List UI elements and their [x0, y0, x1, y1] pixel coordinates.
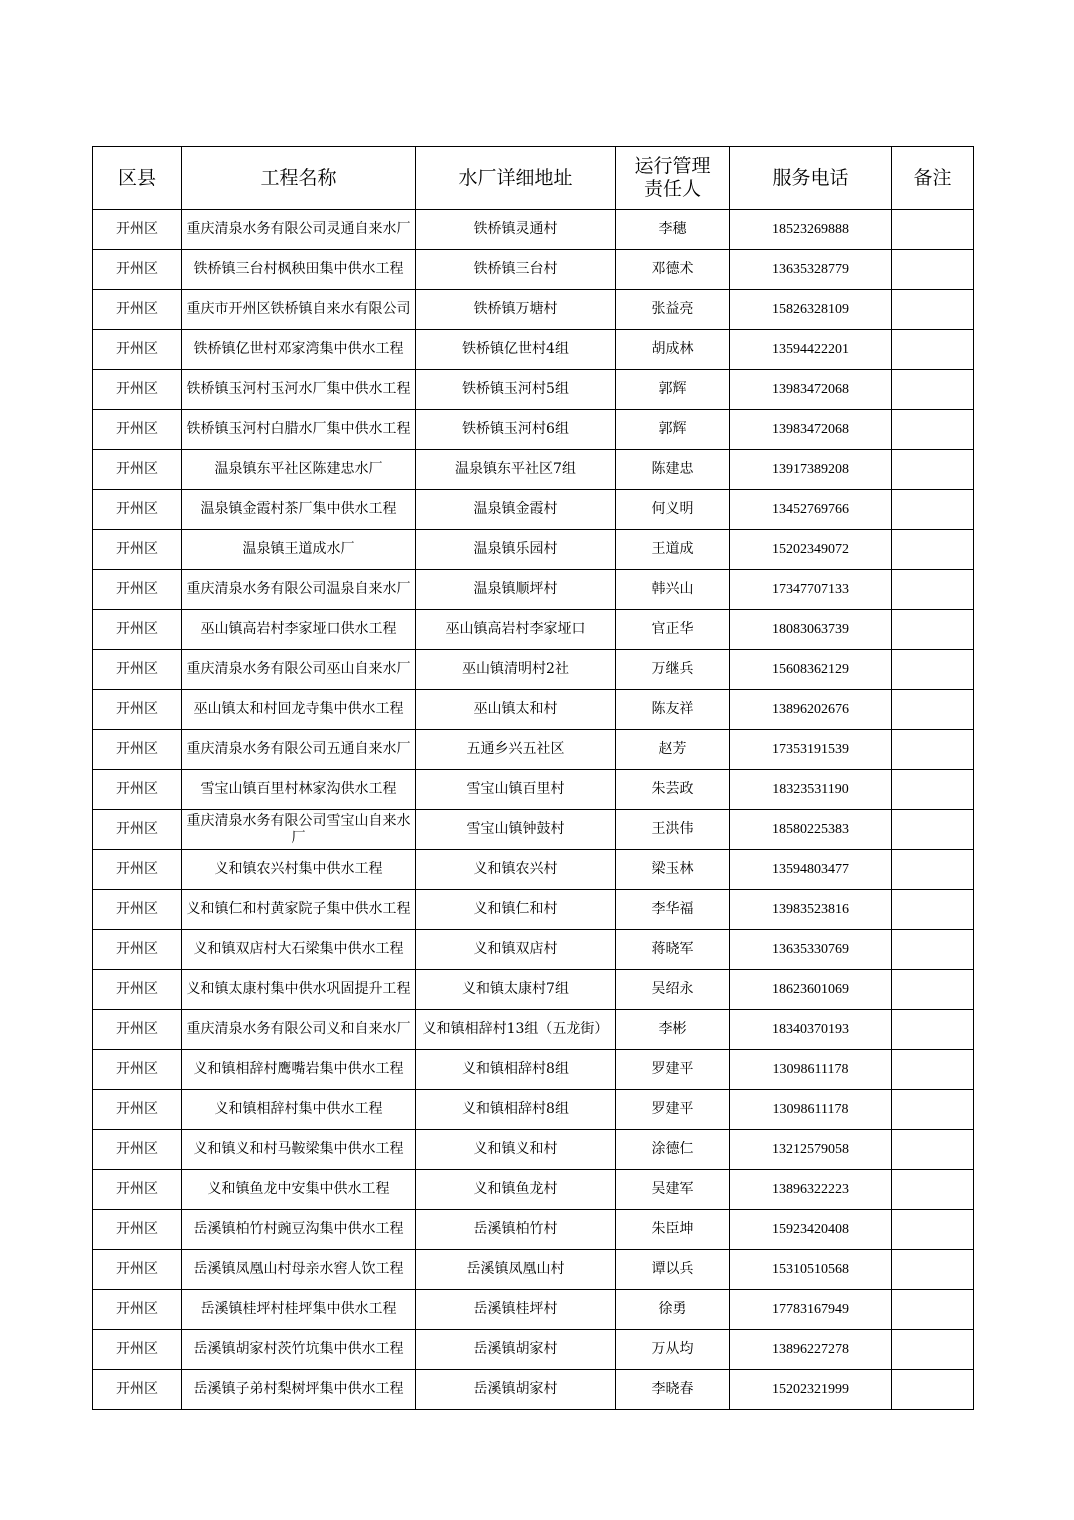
table-row: [93, 1130, 974, 1170]
cell-service-phone: 13896202676: [730, 690, 892, 730]
cell-service-phone: 17783167949: [730, 1290, 892, 1330]
cell-manager: 吴建军: [616, 1170, 730, 1210]
cell-plant-address: 铁桥镇三台村: [416, 250, 616, 290]
cell-plant-address: 温泉镇东平社区7组: [416, 450, 616, 490]
cell-plant-address: 岳溪镇桂坪村: [416, 1290, 616, 1330]
cell-manager: 李彬: [616, 1010, 730, 1050]
cell-project-name: 义和镇太康村集中供水巩固提升工程: [182, 970, 416, 1010]
cell-service-phone: 13983472068: [730, 370, 892, 410]
table-row: [93, 450, 974, 490]
table-row: [93, 1050, 974, 1090]
cell-district: 开州区: [93, 490, 182, 530]
cell-project-name: 岳溪镇柏竹村豌豆沟集中供水工程: [182, 1210, 416, 1250]
cell-district: 开州区: [93, 330, 182, 370]
cell-service-phone: 13098611178: [730, 1050, 892, 1090]
cell-project-name: 义和镇仁和村黄家院子集中供水工程: [182, 890, 416, 930]
table-row: [93, 810, 974, 850]
cell-district: 开州区: [93, 1210, 182, 1250]
cell-manager: 吴绍永: [616, 970, 730, 1010]
header-plant-address: 水厂详细地址: [416, 147, 616, 210]
cell-project-name: 重庆清泉水务有限公司温泉自来水厂: [182, 570, 416, 610]
cell-remarks: [892, 690, 974, 730]
cell-service-phone: 15202321999: [730, 1370, 892, 1410]
cell-service-phone: 13983472068: [730, 410, 892, 450]
cell-service-phone: 18580225383: [730, 810, 892, 850]
table-row: [93, 730, 974, 770]
cell-manager: 罗建平: [616, 1090, 730, 1130]
table-row: [93, 410, 974, 450]
cell-district: 开州区: [93, 1170, 182, 1210]
cell-district: 开州区: [93, 250, 182, 290]
cell-remarks: [892, 490, 974, 530]
table-row: [93, 330, 974, 370]
cell-remarks: [892, 970, 974, 1010]
cell-district: 开州区: [93, 1330, 182, 1370]
cell-remarks: [892, 1330, 974, 1370]
cell-project-name: 岳溪镇胡家村茨竹坑集中供水工程: [182, 1330, 416, 1370]
cell-remarks: [892, 570, 974, 610]
cell-remarks: [892, 1250, 974, 1290]
cell-service-phone: 13098611178: [730, 1090, 892, 1130]
table-header: [93, 147, 974, 210]
water-plant-table: [92, 146, 974, 1410]
header-remarks: 备注: [892, 147, 974, 210]
cell-district: 开州区: [93, 770, 182, 810]
cell-service-phone: 13896322223: [730, 1170, 892, 1210]
cell-manager: 李穗: [616, 210, 730, 250]
table-row: [93, 970, 974, 1010]
cell-project-name: 重庆清泉水务有限公司雪宝山自来水厂: [182, 810, 416, 850]
cell-manager: 陈建忠: [616, 450, 730, 490]
cell-project-name: 铁桥镇三台村枫秧田集中供水工程: [182, 250, 416, 290]
table-row: [93, 210, 974, 250]
cell-remarks: [892, 1130, 974, 1170]
cell-service-phone: 18083063739: [730, 610, 892, 650]
cell-plant-address: 铁桥镇玉河村5组: [416, 370, 616, 410]
cell-manager: 徐勇: [616, 1290, 730, 1330]
cell-project-name: 铁桥镇亿世村邓家湾集中供水工程: [182, 330, 416, 370]
cell-plant-address: 岳溪镇凤凰山村: [416, 1250, 616, 1290]
table-row: [93, 690, 974, 730]
cell-district: 开州区: [93, 1050, 182, 1090]
cell-service-phone: 18523269888: [730, 210, 892, 250]
cell-service-phone: 15608362129: [730, 650, 892, 690]
cell-manager: 陈友祥: [616, 690, 730, 730]
cell-remarks: [892, 1010, 974, 1050]
cell-manager: 李晓春: [616, 1370, 730, 1410]
cell-plant-address: 温泉镇顺坪村: [416, 570, 616, 610]
cell-district: 开州区: [93, 1370, 182, 1410]
table-row: [93, 570, 974, 610]
cell-project-name: 重庆清泉水务有限公司五通自来水厂: [182, 730, 416, 770]
cell-plant-address: 义和镇相辞村13组（五龙街）: [416, 1010, 616, 1050]
cell-district: 开州区: [93, 370, 182, 410]
cell-service-phone: 18323531190: [730, 770, 892, 810]
cell-plant-address: 巫山镇高岩村李家垭口: [416, 610, 616, 650]
cell-service-phone: 15826328109: [730, 290, 892, 330]
cell-district: 开州区: [93, 730, 182, 770]
cell-project-name: 岳溪镇子弟村梨树坪集中供水工程: [182, 1370, 416, 1410]
cell-service-phone: 18623601069: [730, 970, 892, 1010]
cell-project-name: 温泉镇王道成水厂: [182, 530, 416, 570]
cell-district: 开州区: [93, 1290, 182, 1330]
cell-remarks: [892, 450, 974, 490]
cell-remarks: [892, 770, 974, 810]
cell-plant-address: 岳溪镇胡家村: [416, 1330, 616, 1370]
cell-remarks: [892, 1210, 974, 1250]
cell-project-name: 温泉镇金霞村茶厂集中供水工程: [182, 490, 416, 530]
cell-project-name: 义和镇双店村大石梁集中供水工程: [182, 930, 416, 970]
cell-remarks: [892, 410, 974, 450]
table-row: [93, 1370, 974, 1410]
cell-manager: 朱芸政: [616, 770, 730, 810]
cell-plant-address: 温泉镇金霞村: [416, 490, 616, 530]
cell-district: 开州区: [93, 650, 182, 690]
table-row: [93, 490, 974, 530]
cell-remarks: [892, 530, 974, 570]
cell-project-name: 岳溪镇凤凰山村母亲水窖人饮工程: [182, 1250, 416, 1290]
cell-manager: 蒋晓军: [616, 930, 730, 970]
cell-project-name: 重庆市开州区铁桥镇自来水有限公司: [182, 290, 416, 330]
table-row: [93, 370, 974, 410]
cell-district: 开州区: [93, 1010, 182, 1050]
cell-manager: 王洪伟: [616, 810, 730, 850]
table-row: [93, 930, 974, 970]
cell-service-phone: 13983523816: [730, 890, 892, 930]
cell-plant-address: 铁桥镇亿世村4组: [416, 330, 616, 370]
cell-plant-address: 铁桥镇万塘村: [416, 290, 616, 330]
cell-service-phone: 15923420408: [730, 1210, 892, 1250]
cell-plant-address: 铁桥镇灵通村: [416, 210, 616, 250]
cell-remarks: [892, 210, 974, 250]
cell-service-phone: 13917389208: [730, 450, 892, 490]
cell-manager: 郭辉: [616, 410, 730, 450]
cell-remarks: [892, 370, 974, 410]
cell-district: 开州区: [93, 570, 182, 610]
cell-project-name: 铁桥镇玉河村白腊水厂集中供水工程: [182, 410, 416, 450]
cell-district: 开州区: [93, 1130, 182, 1170]
cell-project-name: 义和镇农兴村集中供水工程: [182, 850, 416, 890]
cell-project-name: 雪宝山镇百里村林家沟供水工程: [182, 770, 416, 810]
cell-remarks: [892, 930, 974, 970]
cell-plant-address: 岳溪镇柏竹村: [416, 1210, 616, 1250]
table-row: [93, 1210, 974, 1250]
cell-district: 开州区: [93, 850, 182, 890]
cell-remarks: [892, 330, 974, 370]
table-row: [93, 1010, 974, 1050]
cell-manager: 韩兴山: [616, 570, 730, 610]
cell-district: 开州区: [93, 450, 182, 490]
cell-project-name: 义和镇鱼龙中安集中供水工程: [182, 1170, 416, 1210]
cell-service-phone: 15310510568: [730, 1250, 892, 1290]
table-row: [93, 1290, 974, 1330]
cell-service-phone: 13212579058: [730, 1130, 892, 1170]
cell-plant-address: 义和镇鱼龙村: [416, 1170, 616, 1210]
cell-manager: 涂德仁: [616, 1130, 730, 1170]
cell-manager: 赵芳: [616, 730, 730, 770]
cell-plant-address: 巫山镇太和村: [416, 690, 616, 730]
cell-remarks: [892, 290, 974, 330]
cell-remarks: [892, 890, 974, 930]
cell-project-name: 义和镇相辞村集中供水工程: [182, 1090, 416, 1130]
cell-manager: 万继兵: [616, 650, 730, 690]
header-district: 区县: [93, 147, 182, 210]
cell-district: 开州区: [93, 530, 182, 570]
cell-district: 开州区: [93, 930, 182, 970]
cell-manager: 朱臣坤: [616, 1210, 730, 1250]
cell-manager: 何义明: [616, 490, 730, 530]
cell-service-phone: 13594422201: [730, 330, 892, 370]
cell-service-phone: 13594803477: [730, 850, 892, 890]
cell-service-phone: 15202349072: [730, 530, 892, 570]
cell-district: 开州区: [93, 410, 182, 450]
cell-remarks: [892, 650, 974, 690]
cell-remarks: [892, 1290, 974, 1330]
cell-district: 开州区: [93, 1250, 182, 1290]
header-project-name: 工程名称: [182, 147, 416, 210]
cell-service-phone: 13635328779: [730, 250, 892, 290]
cell-plant-address: 岳溪镇胡家村: [416, 1370, 616, 1410]
table-row: [93, 890, 974, 930]
cell-plant-address: 雪宝山镇钟鼓村: [416, 810, 616, 850]
cell-manager: 罗建平: [616, 1050, 730, 1090]
cell-project-name: 岳溪镇桂坪村桂坪集中供水工程: [182, 1290, 416, 1330]
cell-plant-address: 义和镇太康村7组: [416, 970, 616, 1010]
cell-project-name: 义和镇相辞村鹰嘴岩集中供水工程: [182, 1050, 416, 1090]
cell-manager: 张益亮: [616, 290, 730, 330]
cell-remarks: [892, 810, 974, 850]
cell-plant-address: 五通乡兴五社区: [416, 730, 616, 770]
cell-plant-address: 义和镇相辞村8组: [416, 1050, 616, 1090]
table-row: [93, 530, 974, 570]
cell-project-name: 巫山镇高岩村李家垭口供水工程: [182, 610, 416, 650]
cell-remarks: [892, 730, 974, 770]
cell-service-phone: 13896227278: [730, 1330, 892, 1370]
table-row: [93, 250, 974, 290]
header-row: [93, 147, 974, 210]
cell-plant-address: 义和镇农兴村: [416, 850, 616, 890]
cell-project-name: 义和镇义和村马鞍梁集中供水工程: [182, 1130, 416, 1170]
table-row: [93, 770, 974, 810]
cell-project-name: 重庆清泉水务有限公司巫山自来水厂: [182, 650, 416, 690]
cell-manager: 邓德术: [616, 250, 730, 290]
cell-district: 开州区: [93, 610, 182, 650]
header-service-phone: 服务电话: [730, 147, 892, 210]
cell-plant-address: 雪宝山镇百里村: [416, 770, 616, 810]
cell-service-phone: 17353191539: [730, 730, 892, 770]
cell-plant-address: 义和镇相辞村8组: [416, 1090, 616, 1130]
cell-district: 开州区: [93, 210, 182, 250]
table-row: [93, 1170, 974, 1210]
cell-manager: 胡成林: [616, 330, 730, 370]
cell-district: 开州区: [93, 290, 182, 330]
cell-manager: 官正华: [616, 610, 730, 650]
cell-remarks: [892, 850, 974, 890]
cell-remarks: [892, 1370, 974, 1410]
cell-project-name: 巫山镇太和村回龙寺集中供水工程: [182, 690, 416, 730]
cell-plant-address: 义和镇双店村: [416, 930, 616, 970]
table-row: [93, 1330, 974, 1370]
cell-remarks: [892, 250, 974, 290]
cell-manager: 谭以兵: [616, 1250, 730, 1290]
cell-project-name: 铁桥镇玉河村玉河水厂集中供水工程: [182, 370, 416, 410]
table-row: [93, 1090, 974, 1130]
cell-service-phone: 17347707133: [730, 570, 892, 610]
table-row: [93, 290, 974, 330]
cell-plant-address: 温泉镇乐园村: [416, 530, 616, 570]
cell-district: 开州区: [93, 890, 182, 930]
cell-remarks: [892, 1170, 974, 1210]
table-row: [93, 610, 974, 650]
cell-remarks: [892, 1050, 974, 1090]
cell-manager: 李华福: [616, 890, 730, 930]
cell-manager: 万从均: [616, 1330, 730, 1370]
cell-service-phone: 13452769766: [730, 490, 892, 530]
table-row: [93, 650, 974, 690]
cell-service-phone: 13635330769: [730, 930, 892, 970]
cell-district: 开州区: [93, 690, 182, 730]
cell-district: 开州区: [93, 970, 182, 1010]
cell-plant-address: 巫山镇清明村2社: [416, 650, 616, 690]
cell-plant-address: 义和镇义和村: [416, 1130, 616, 1170]
cell-project-name: 重庆清泉水务有限公司义和自来水厂: [182, 1010, 416, 1050]
table-row: [93, 1250, 974, 1290]
cell-remarks: [892, 610, 974, 650]
cell-manager: 郭辉: [616, 370, 730, 410]
cell-service-phone: 18340370193: [730, 1010, 892, 1050]
header-manager: 运行管理责任人: [616, 147, 730, 210]
cell-project-name: 重庆清泉水务有限公司灵通自来水厂: [182, 210, 416, 250]
cell-plant-address: 铁桥镇玉河村6组: [416, 410, 616, 450]
cell-project-name: 温泉镇东平社区陈建忠水厂: [182, 450, 416, 490]
cell-manager: 王道成: [616, 530, 730, 570]
table-body: [93, 210, 974, 1410]
cell-district: 开州区: [93, 1090, 182, 1130]
cell-plant-address: 义和镇仁和村: [416, 890, 616, 930]
cell-manager: 梁玉林: [616, 850, 730, 890]
cell-district: 开州区: [93, 810, 182, 850]
table-row: [93, 850, 974, 890]
cell-remarks: [892, 1090, 974, 1130]
